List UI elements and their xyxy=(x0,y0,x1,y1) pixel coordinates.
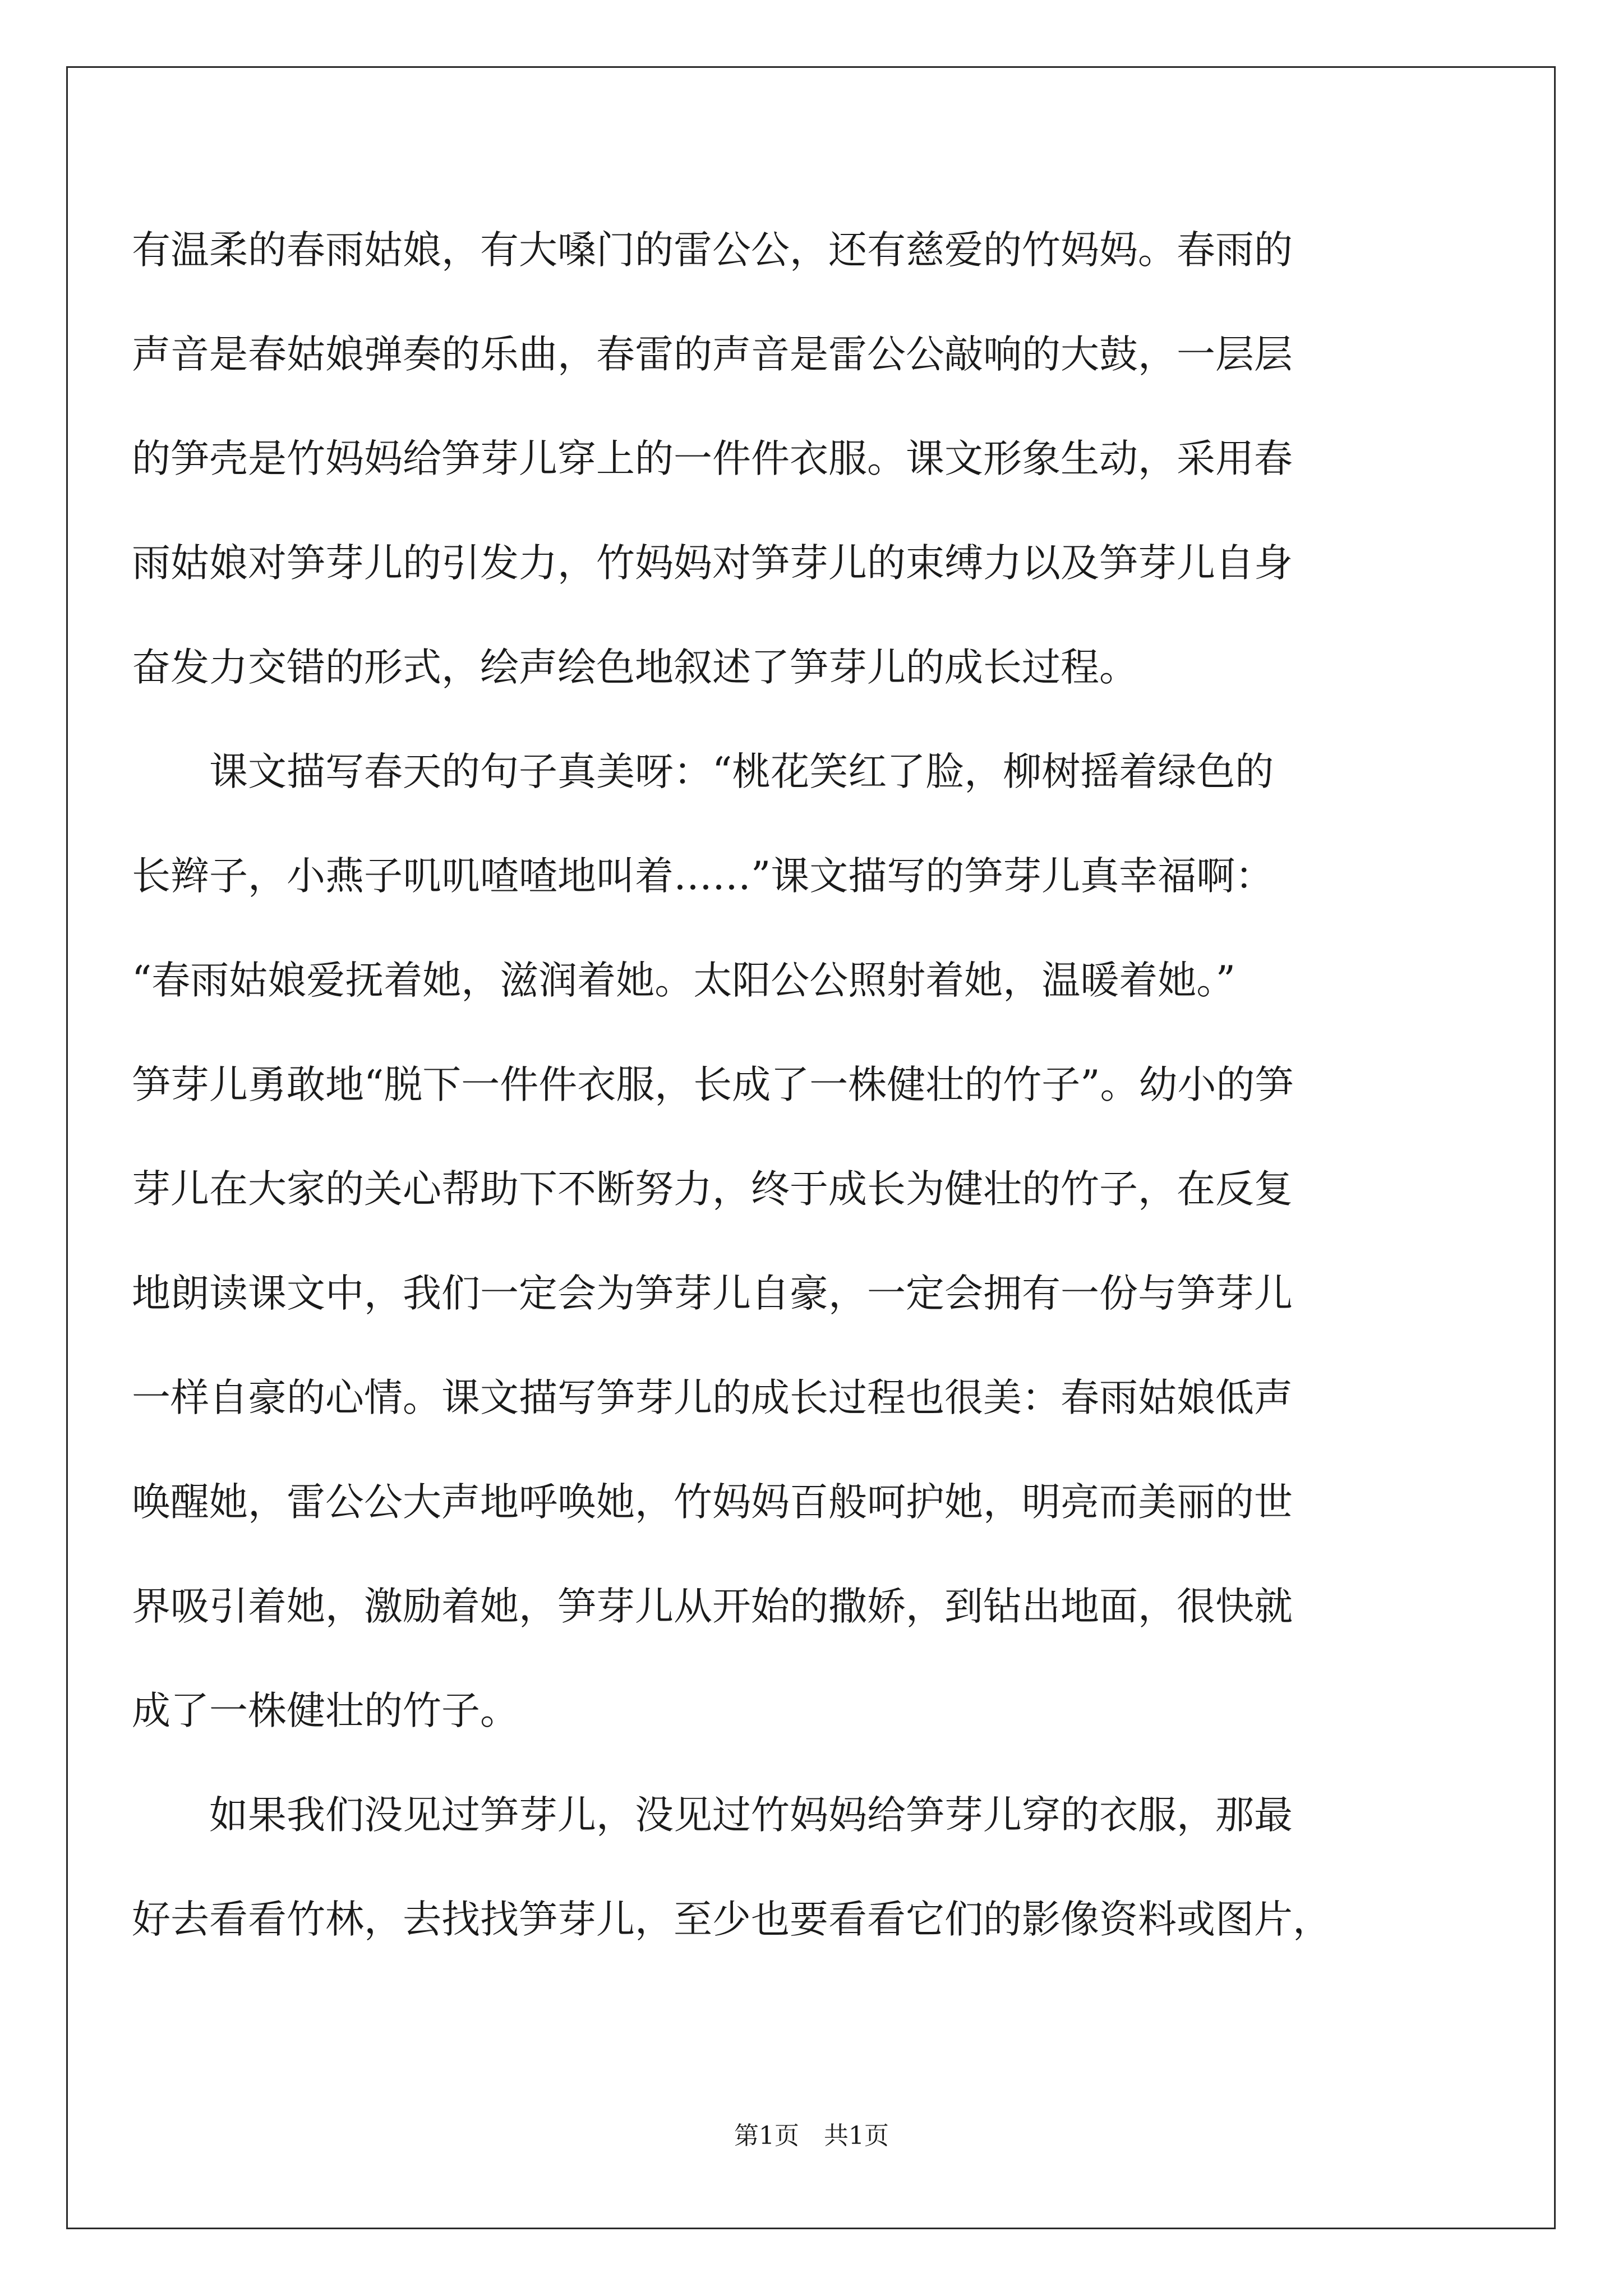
text-line: 唤醒她，雷公公大声地呼唤她，竹妈妈百般呵护她，明亮而美丽的世 xyxy=(132,1480,1293,1525)
text-line: 奋发力交错的形式，绘声绘色地叙述了笋芽儿的成长过程。 xyxy=(132,645,1138,690)
text-line: 有温柔的春雨姑娘，有大嗓门的雷公公，还有慈爱的竹妈妈。春雨的 xyxy=(132,228,1293,273)
text-line: 一样自豪的心情。课文描写笋芽儿的成长过程也很美：春雨姑娘低声 xyxy=(132,1375,1293,1420)
text-line: 成了一株健壮的竹子。 xyxy=(132,1688,519,1733)
text-line: 课文描写春天的句子真美呀：“桃花笑红了脸，柳树摇着绿色的 xyxy=(132,749,1274,794)
text-line: 声音是春姑娘弹奏的乐曲，春雷的声音是雷公公敲响的大鼓，一层层 xyxy=(132,332,1293,377)
text-line: 如果我们没见过笋芽儿，没见过竹妈妈给笋芽儿穿的衣服，那最 xyxy=(132,1793,1293,1838)
text-line: 的笋壳是竹妈妈给笋芽儿穿上的一件件衣服。课文形象生动，采用春 xyxy=(132,436,1293,481)
text-line: 雨姑娘对笋芽儿的引发力，竹妈妈对笋芽儿的束缚力以及笋芽儿自身 xyxy=(132,541,1293,586)
text-line: 界吸引着她，激励着她，笋芽儿从开始的撒娇，到钻出地面，很快就 xyxy=(132,1584,1293,1629)
text-line: 芽儿在大家的关心帮助下不断努力，终于成长为健壮的竹子，在反复 xyxy=(132,1167,1293,1212)
text-line: 地朗读课文中，我们一定会为笋芽儿自豪，一定会拥有一份与笋芽儿 xyxy=(132,1271,1293,1316)
page-number: 第1页 共1页 xyxy=(734,2122,889,2150)
text-line: 长辫子，小燕子叽叽喳喳地叫着……”课文描写的笋芽儿真幸福啊： xyxy=(132,854,1274,899)
text-line: 好去看看竹林，去找找笋芽儿，至少也要看看它们的影像资料或图片， xyxy=(132,1897,1331,1942)
text-line: 笋芽儿勇敢地“脱下一件件衣服，长成了一株健壮的竹子”。幼小的笋 xyxy=(132,1062,1294,1107)
text-line: “春雨姑娘爱抚着她，滋润着她。太阳公公照射着她，温暖着她。” xyxy=(132,958,1236,1003)
